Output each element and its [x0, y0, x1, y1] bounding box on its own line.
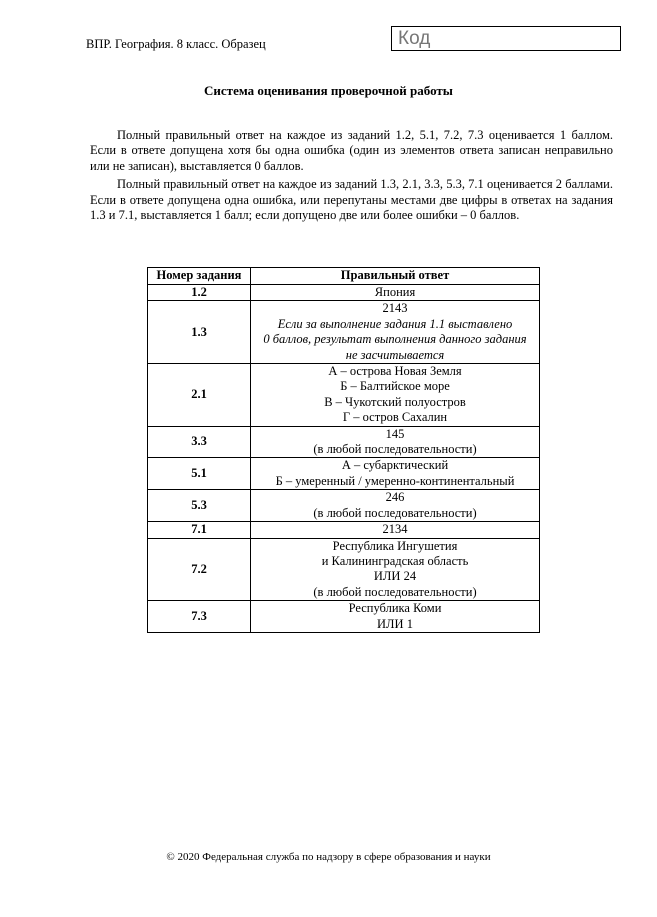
- answer-line: Б – умеренный / умеренно-континентальный: [275, 473, 515, 488]
- answer-line: Япония: [374, 285, 416, 299]
- answer-line: Республика Коми: [348, 601, 442, 616]
- task-number-cell: 3.3: [148, 426, 251, 458]
- answer-line: А – острова Новая Земля: [328, 364, 462, 379]
- task-number-cell: 5.1: [148, 458, 251, 490]
- document-header: ВПР. География. 8 класс. Образец: [86, 37, 266, 51]
- column-header-correct-answer: Правильный ответ: [251, 268, 540, 285]
- answer-note-line: Если за выполнение задания 1.1 выставлено: [277, 316, 513, 331]
- answer-note-line: 0 баллов, результат выполнения данного задания: [263, 332, 527, 347]
- answer-line: (в любой последовательности): [313, 584, 477, 599]
- answers-table: [147, 267, 540, 633]
- answer-cell: [251, 522, 540, 538]
- answer-line: ИЛИ 1: [377, 616, 413, 631]
- answer-line: Республика Ингушетия: [332, 538, 458, 553]
- task-number-cell: 7.1: [148, 522, 251, 538]
- intro-paragraph-2: Полный правильный ответ на каждое из заданий 1.3, 2.1, 3.3, 5.3, 7.1 оценивается 2 баллами. Если в ответе допущена одна ошибка, или перепутаны местами две цифры в ответах на задания 1.3 и 7.1, выставляется 1 балл; если допущено две или более ошибки – 0 баллов.: [90, 177, 613, 223]
- answer-line: 246: [385, 490, 405, 505]
- table-row: [148, 364, 540, 427]
- column-header-task-number: Номер задания: [148, 268, 251, 285]
- intro-text: [90, 128, 613, 226]
- code-label: Код: [398, 28, 431, 49]
- answer-line: и Калининградская область: [321, 553, 469, 568]
- answer-line: ИЛИ 24: [373, 569, 417, 584]
- table-row: [148, 426, 540, 458]
- answer-cell: [251, 285, 540, 301]
- table-row: [148, 522, 540, 538]
- answer-cell: [251, 458, 540, 490]
- table-row: [148, 538, 540, 601]
- task-number-cell: 1.2: [148, 285, 251, 301]
- table-row: [148, 301, 540, 364]
- answer-line: 2143: [382, 301, 408, 316]
- task-number-cell: 7.3: [148, 601, 251, 633]
- answer-cell: [251, 426, 540, 458]
- answer-line: (в любой последовательности): [313, 505, 477, 520]
- answer-cell: [251, 490, 540, 522]
- answer-cell: [251, 601, 540, 633]
- table-header-row: [148, 268, 540, 285]
- answer-line: Б – Балтийское море: [340, 379, 450, 394]
- intro-paragraph-1: Полный правильный ответ на каждое из заданий 1.2, 5.1, 7.2, 7.3 оценивается 1 баллом. Если в ответе допущена хотя бы одна ошибка (один из элементов ответа записан неправильно или не записан), выставляется 0 баллов.: [90, 128, 613, 173]
- answer-cell: [251, 364, 540, 427]
- task-number-cell: 1.3: [148, 301, 251, 364]
- task-number-cell: 5.3: [148, 490, 251, 522]
- task-number-cell: 7.2: [148, 538, 251, 601]
- table-row: [148, 601, 540, 633]
- answers-table-body: [148, 285, 540, 633]
- page-title: Система оценивания проверочной работы: [204, 83, 453, 98]
- answer-line: Г – остров Сахалин: [342, 410, 448, 425]
- answer-line: В – Чукотский полуостров: [324, 394, 466, 409]
- answer-cell: [251, 538, 540, 601]
- answer-note-line: не засчитывается: [345, 347, 445, 362]
- answer-cell: [251, 301, 540, 364]
- answer-line: А – субарктический: [341, 458, 449, 473]
- table-row: [148, 458, 540, 490]
- answer-line: 2134: [382, 522, 408, 537]
- table-row: [148, 285, 540, 301]
- footer-copyright: © 2020 Федеральная служба по надзору в сфере образования и науки: [166, 851, 491, 863]
- answer-line: (в любой последовательности): [313, 442, 477, 457]
- answer-line: 145: [385, 426, 405, 441]
- task-number-cell: 2.1: [148, 364, 251, 427]
- code-field[interactable]: [391, 26, 621, 51]
- table-row: [148, 490, 540, 522]
